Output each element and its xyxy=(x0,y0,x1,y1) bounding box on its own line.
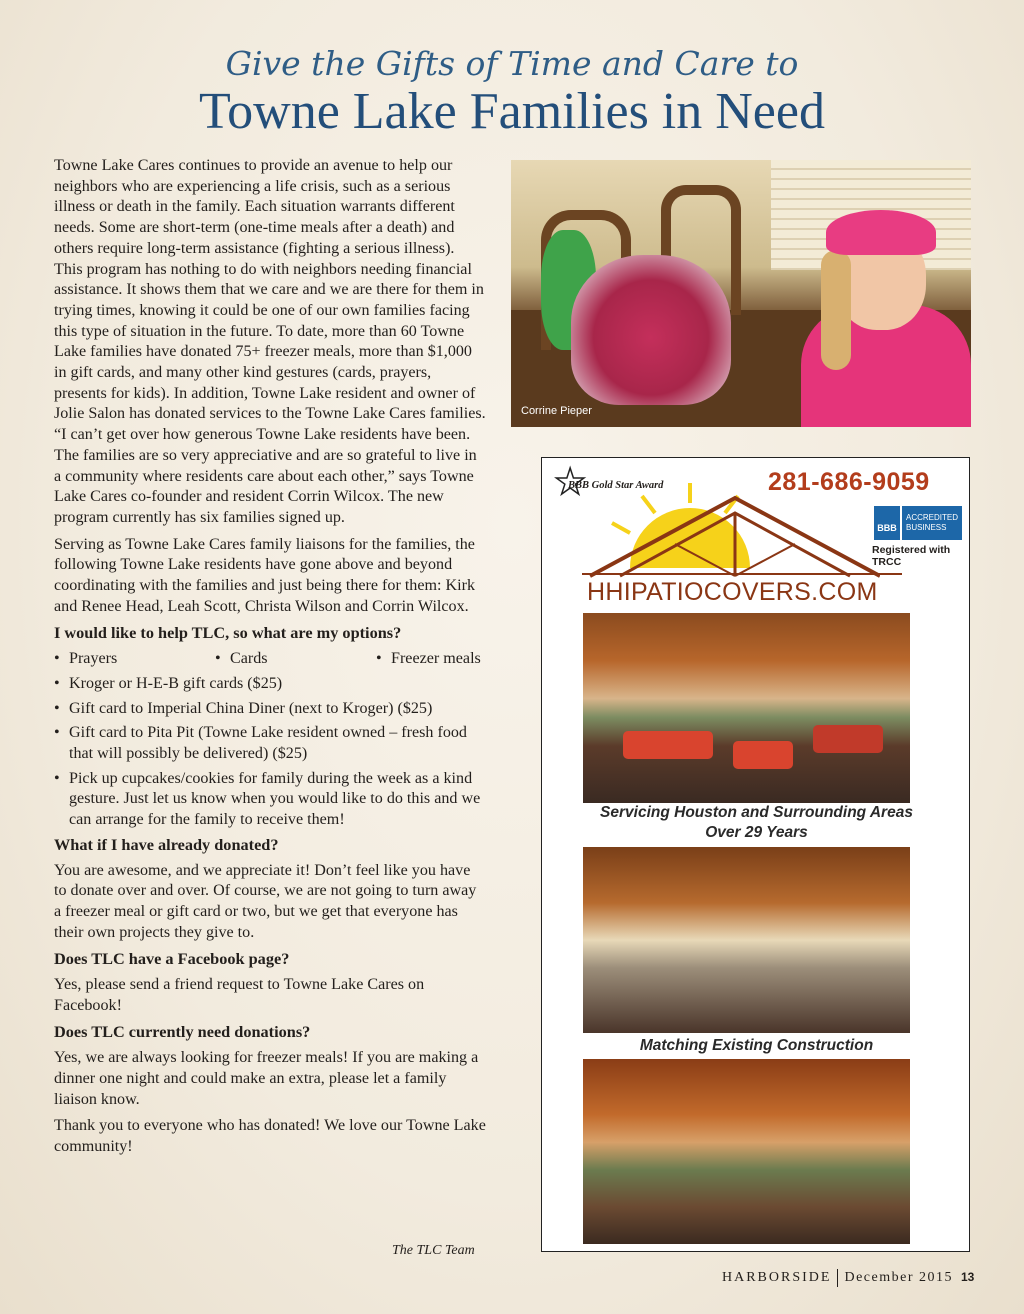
options-list xyxy=(54,674,486,831)
option-prayers: • Prayers xyxy=(54,649,215,670)
bbb-award: BBB Gold Star Award xyxy=(568,480,664,491)
volunteer-photo xyxy=(511,160,971,427)
star-icon: ★ xyxy=(554,462,587,503)
bbb-logo-icon: BBB xyxy=(874,506,900,540)
sofa xyxy=(733,741,793,769)
divider xyxy=(582,573,902,575)
page-footer xyxy=(722,1269,974,1287)
list-item: • Gift card to Pita Pit (Towne Lake resident owned – fresh food that will possibly be delivered) ($25) xyxy=(54,723,486,764)
intro-paragraph: Towne Lake Cares continues to provide an avenue to help our neighbors who are experiencing a life crisis, such as a serious illness or death in the family. Each situation warrants different needs. Some are short-term (one-time meals after a death) and others require long-term assistance (fighting a serious illness). This program has nothing to do with neighbors needing financial assistance. It shows them that we care and we are there for them in trying times, knowing it could be one of our own families facing this type of situation in the future. To date, more than 60 Towne Lake families have donated 75+ freezer meals, more than $1,000 in gift cards, and many other kind gestures (cards, prayers, presents for kids). In addition, Towne Lake resident and owner of Jolie Salon has donated services to the Towne Lake Cares families. “I can’t get over how generous Towne Lake residents have been. The families are so very appreciative and are so grateful to live in a community where residents care about each other,” says Towne Lake Cares co-founder and resident Corrin Wilcox. The new program currently has six families signed up. xyxy=(54,157,486,526)
patio-photo xyxy=(583,847,910,1033)
patio-photo xyxy=(583,613,910,803)
question-facebook: Does TLC have a Facebook page? xyxy=(54,949,290,969)
person-hair xyxy=(821,250,851,370)
option-cards: • Cards xyxy=(215,649,376,670)
article-body xyxy=(54,156,486,1164)
thanks-paragraph: Thank you to everyone who has donated! We love our Towne Lake community! xyxy=(54,1117,486,1155)
sofa xyxy=(813,725,883,753)
question-help-options: I would like to help TLC, so what are my options? xyxy=(54,623,402,643)
question-already-donated: What if I have already donated? xyxy=(54,834,279,854)
ad-tagline: Servicing Houston and Surrounding Areas xyxy=(600,804,913,821)
bbb-badge xyxy=(874,506,962,540)
list-item: • Gift card to Imperial China Diner (next to Kroger) ($25) xyxy=(54,699,486,720)
pink-cap xyxy=(826,210,936,255)
divider xyxy=(837,1269,838,1287)
article-title: Towne Lake Families in Need xyxy=(199,83,825,140)
ad-tagline: Matching Existing Construction xyxy=(639,1037,874,1054)
accredited-label xyxy=(902,506,962,540)
gift-basket xyxy=(571,255,731,405)
phone-number[interactable]: 281-686-9059 xyxy=(768,468,930,496)
page-number: 13 xyxy=(961,1270,975,1285)
list-item: • Kroger or H-E-B gift cards ($25) xyxy=(54,674,486,695)
question-donations: Does TLC currently need donations? xyxy=(54,1022,311,1042)
answer-facebook: Yes, please send a friend request to Towne Lake Cares on Facebook! xyxy=(54,976,425,1014)
answer-already-donated: You are awesome, and we appreciate it! Don’t feel like you have to donate over and over. Of course, we are not going to turn away a freezer meal or gift card or two, but we get that everyone has their own projects they give to. xyxy=(54,861,477,941)
options-row xyxy=(54,649,486,670)
ad-tagline: Over 29 Years xyxy=(705,824,808,841)
patio-covers-ad xyxy=(541,457,970,1252)
website-link[interactable]: HHIPATIOCOVERS.COM xyxy=(587,578,878,606)
option-freezer-meals: • Freezer meals xyxy=(376,649,481,670)
magazine-name: HARBORSIDE xyxy=(722,1270,832,1286)
answer-donations: Yes, we are always looking for freezer meals! If you are making a dinner one night and could make an extra, please let a family liaison know. xyxy=(54,1049,479,1108)
volunteer-person xyxy=(781,200,971,427)
sofa xyxy=(623,731,713,759)
trcc-registration: Registered with TRCC xyxy=(872,544,951,568)
list-item: • Pick up cupcakes/cookies for family during the week as a kind gesture. Just let us know when you would like to do this and we can arrange for the family to receive them! xyxy=(54,769,486,831)
photo-caption: Corrine Pieper xyxy=(521,405,592,417)
signature: The TLC Team xyxy=(392,1243,475,1258)
patio-photo xyxy=(583,1059,910,1244)
business-text: BUSINESS xyxy=(906,523,947,532)
article-subtitle: Give the Gifts of Time and Care to xyxy=(225,44,799,83)
issue-date: December 2015 xyxy=(844,1270,953,1286)
accredited-text: ACCREDITED xyxy=(906,513,959,522)
liaisons-paragraph: Serving as Towne Lake Cares family liaisons for the families, the following Towne Lake residents have gone above and beyond coordinating with the families and just being there for them: Kirk and Renee Head, Leah Scott, Christa Wilson and Corrin Wilcox. xyxy=(54,535,476,615)
